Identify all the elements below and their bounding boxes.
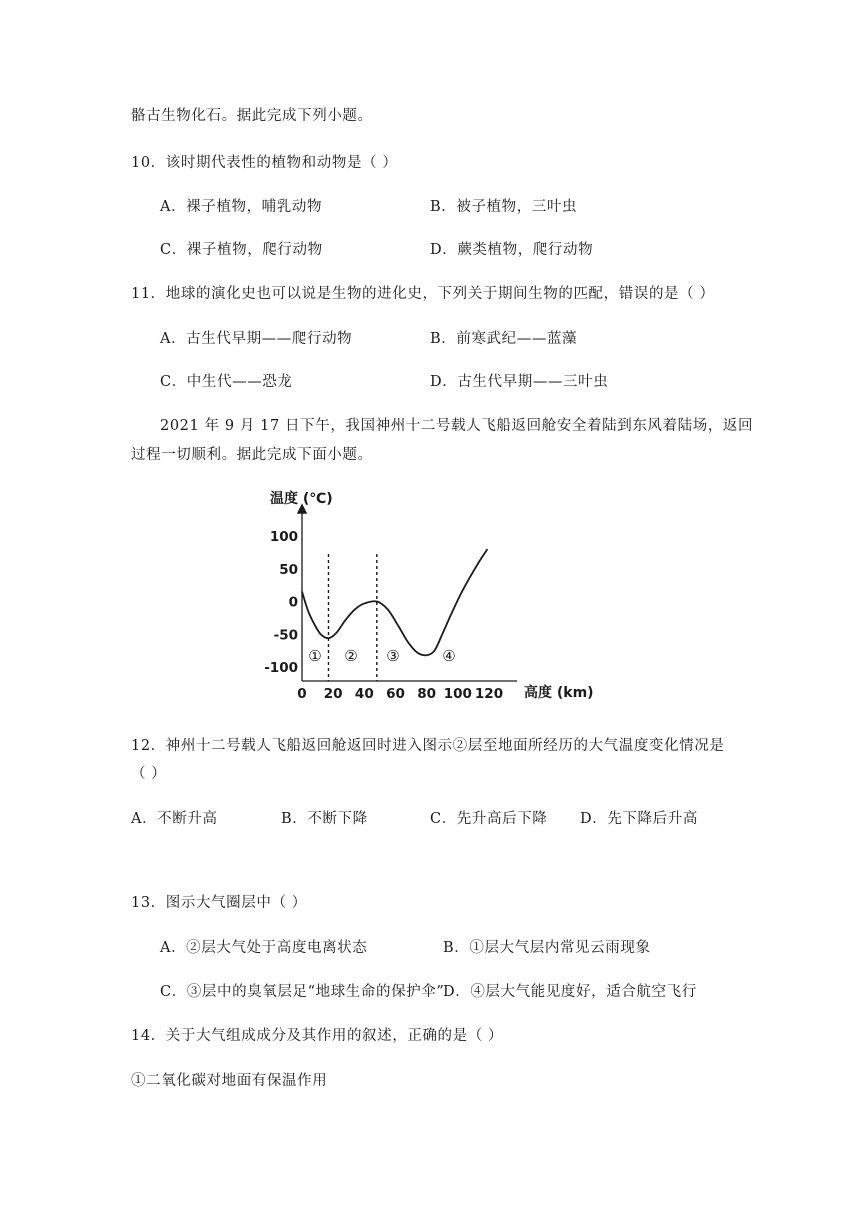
q12-option-a: A．不断升高 <box>131 811 218 827</box>
q13-option-c: C．③层中的臭氧层足“地球生命的保护伞” <box>160 984 445 1000</box>
q13-option-d: D．④层大气能见度好，适合航空飞行 <box>443 984 697 1000</box>
passage-intro-1: 2021 年 9 月 17 日下午，我国神州十二号载人飞船返回舱安全着陆到东风着陆场，返回 <box>160 418 754 434</box>
x-tick-label: 100 <box>443 686 472 702</box>
x-tick-label: 40 <box>354 686 374 702</box>
y-axis-label: 温度 (℃) <box>270 491 333 507</box>
x-tick-label: 120 <box>474 686 504 702</box>
temperature-curve <box>302 549 487 655</box>
x-axis-label: 高度 (km) <box>524 685 594 701</box>
question-13: 13．图示大气圈层中（ ） <box>131 895 307 911</box>
y-tick-label: 50 <box>279 561 298 578</box>
passage-tail: 骼古生物化石。据此完成下列小题。 <box>131 108 373 124</box>
y-tick-label: -50 <box>273 627 298 644</box>
q13-option-a: A．②层大气处于高度电离状态 <box>160 940 368 956</box>
question-11: 11．地球的演化史也可以说是生物的进化史，下列关于期间生物的匹配，错误的是（ ） <box>131 286 715 302</box>
y-tick-label: 0 <box>288 594 298 611</box>
q12-option-d: D．先下降后升高 <box>580 811 698 827</box>
layer-label: ① <box>308 647 322 665</box>
passage-intro-2: 过程一切顺利。据此完成下面小题。 <box>131 447 373 463</box>
q12-option-c: C．先升高后下降 <box>430 811 548 827</box>
q12-option-b: B．不断下降 <box>281 811 368 827</box>
q10-option-c: C．裸子植物，爬行动物 <box>160 242 323 258</box>
q11-option-c: C．中生代——恐龙 <box>160 374 293 390</box>
question-10: 10．该时期代表性的植物和动物是（ ） <box>131 155 398 171</box>
layer-label: ④ <box>442 647 456 665</box>
question-12-paren: （ ） <box>131 766 167 782</box>
question-14: 14．关于大气组成成分及其作用的叙述，正确的是（ ） <box>131 1028 504 1044</box>
q11-option-d: D．古生代早期——三叶虫 <box>430 374 609 390</box>
q11-option-b: B．前寒武纪——蓝藻 <box>430 331 578 347</box>
x-tick-label: 0 <box>297 686 307 702</box>
q10-option-b: B．被子植物，三叶虫 <box>430 199 578 215</box>
q14-statement-1: ①二氧化碳对地面有保温作用 <box>131 1073 328 1089</box>
question-12: 12．神州十二号载人飞船返回舱返回时进入图示②层至地面所经历的大气温度变化情况是 <box>131 738 725 754</box>
q11-option-a: A．古生代早期——爬行动物 <box>160 331 353 347</box>
x-tick-label: 60 <box>386 686 405 702</box>
q10-option-a: A．裸子植物，哺乳动物 <box>160 199 323 215</box>
y-tick-label: 100 <box>269 529 298 545</box>
q13-option-b: B．①层大气层内常见云雨现象 <box>443 940 651 956</box>
x-tick-label: 80 <box>417 686 437 702</box>
temperature-altitude-chart <box>262 484 612 704</box>
q10-option-d: D．蕨类植物，爬行动物 <box>430 242 594 258</box>
layer-label: ③ <box>386 647 400 665</box>
x-tick-label: 20 <box>323 686 343 702</box>
y-tick-label: -100 <box>264 660 298 676</box>
layer-label: ② <box>344 647 358 665</box>
